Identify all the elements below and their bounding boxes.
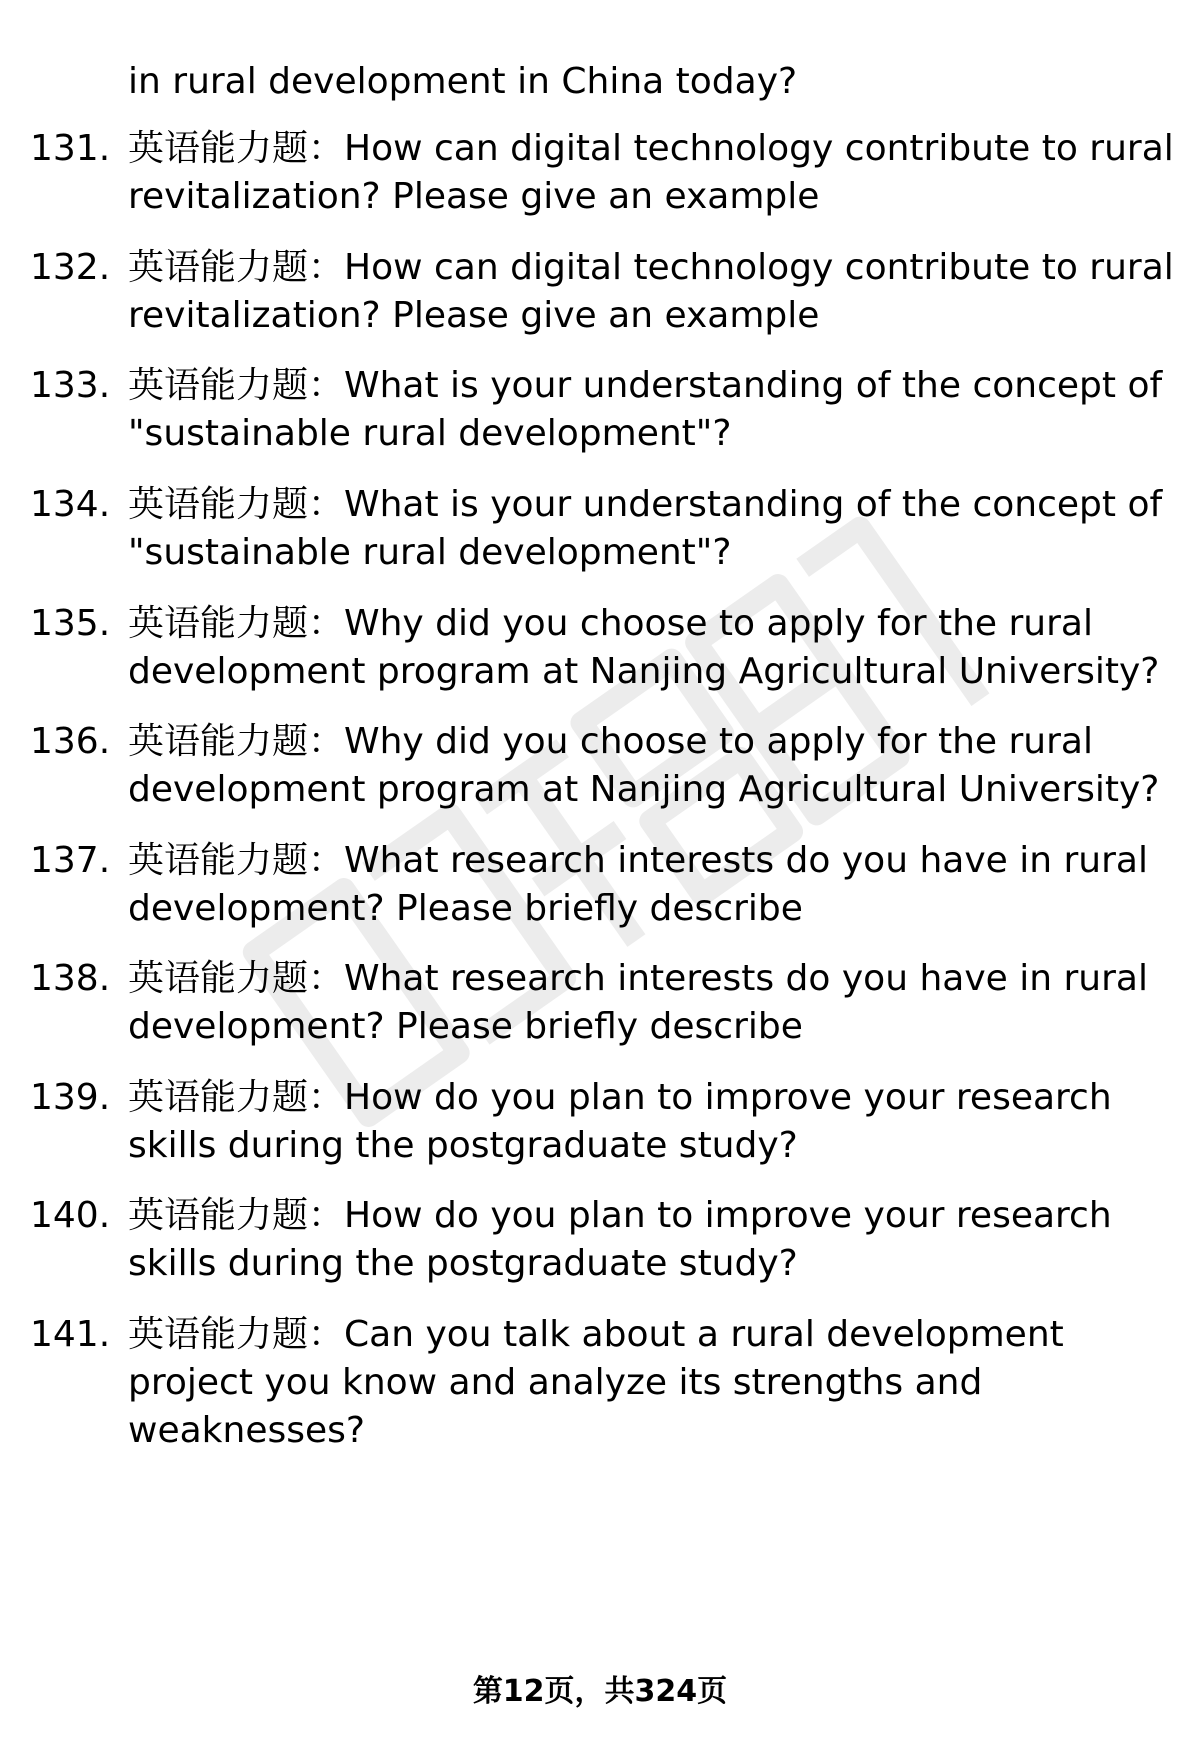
question-line [128, 125, 1174, 173]
question-line [128, 885, 1168, 933]
question-line [128, 600, 1168, 648]
question-body [128, 837, 1168, 933]
question-body [128, 600, 1168, 696]
question-text: What is your understanding of the concept of [344, 484, 1163, 525]
question-category-tag: 英语能力题： [128, 603, 345, 644]
question-text: revitalization? Please give an example [128, 295, 820, 336]
question-body [128, 481, 1168, 577]
question-line [128, 766, 1168, 814]
question-text: development program at Nanjing Agricultural University? [128, 651, 1160, 692]
question-text: What research interests do you have in rural [344, 840, 1148, 881]
question-category-tag: 英语能力题： [128, 365, 345, 406]
question-text: "sustainable rural development"? [128, 413, 732, 454]
page-footer: 第12页，共324页 [472, 1674, 728, 1709]
question-line [128, 1003, 1168, 1051]
question-line [128, 1074, 1168, 1122]
question-category-tag: 英语能力题： [128, 247, 345, 288]
question-text: project you know and analyze its strengths and [128, 1362, 983, 1403]
continuation-line: in rural development in China today? [128, 61, 798, 102]
question-line [128, 292, 1168, 340]
question-number: 140. [30, 1195, 111, 1236]
question-line [128, 1122, 1168, 1170]
question-number: 135. [30, 603, 111, 644]
question-category-tag: 英语能力题： [128, 128, 345, 169]
question-category-tag: 英语能力题： [128, 958, 345, 999]
question-body [128, 718, 1168, 814]
question-text: Can you talk about a rural development [344, 1314, 1064, 1355]
question-text: weaknesses? [128, 1410, 365, 1451]
question-body [128, 1192, 1168, 1288]
question-body [128, 244, 1174, 340]
question-text: skills during the postgraduate study? [128, 1243, 798, 1284]
question-body [128, 362, 1168, 458]
question-line [128, 244, 1174, 292]
question-category-tag: 英语能力题： [128, 1195, 345, 1236]
question-number: 139. [30, 1077, 111, 1118]
question-text: What research interests do you have in rural [344, 958, 1148, 999]
question-line [128, 1311, 1168, 1359]
question-line [128, 1407, 1168, 1455]
question-number: 131. [30, 128, 111, 169]
question-category-tag: 英语能力题： [128, 840, 345, 881]
question-number: 132. [30, 247, 111, 288]
question-category-tag: 英语能力题： [128, 721, 345, 762]
question-text: skills during the postgraduate study? [128, 1125, 798, 1166]
question-number: 141. [30, 1314, 111, 1355]
question-line [128, 173, 1168, 221]
question-number: 137. [30, 840, 111, 881]
question-line [128, 648, 1168, 696]
question-line [128, 410, 1168, 458]
question-number: 136. [30, 721, 111, 762]
question-category-tag: 英语能力题： [128, 1077, 345, 1118]
question-text: development? Please briefly describe [128, 888, 803, 929]
question-category-tag: 英语能力题： [128, 484, 345, 525]
question-text: development? Please briefly describe [128, 1006, 803, 1047]
question-line [128, 1192, 1168, 1240]
question-text: How do you plan to improve your research [344, 1077, 1112, 1118]
question-line [128, 1240, 1168, 1288]
question-line [128, 481, 1168, 529]
question-body [128, 125, 1174, 221]
question-category-tag: 英语能力题： [128, 1314, 345, 1355]
question-text: "sustainable rural development"? [128, 532, 732, 573]
question-text: How can digital technology contribute to rural [344, 128, 1174, 169]
question-line [128, 1359, 1168, 1407]
question-text: How do you plan to improve your research [344, 1195, 1112, 1236]
question-body [128, 955, 1168, 1051]
question-line [128, 718, 1168, 766]
question-line [128, 837, 1168, 885]
question-number: 134. [30, 484, 111, 525]
question-body [128, 1074, 1168, 1170]
question-number: 133. [30, 365, 111, 406]
question-text: Why did you choose to apply for the rural [344, 603, 1093, 644]
question-line [128, 529, 1168, 577]
question-text: How can digital technology contribute to rural [344, 247, 1174, 288]
question-line [128, 362, 1168, 410]
question-text: revitalization? Please give an example [128, 176, 820, 217]
question-text: development program at Nanjing Agricultural University? [128, 769, 1160, 810]
question-line [128, 955, 1168, 1003]
question-text: Why did you choose to apply for the rural [344, 721, 1093, 762]
question-number: 138. [30, 958, 111, 999]
question-body [128, 1311, 1168, 1455]
question-text: What is your understanding of the concept of [344, 365, 1163, 406]
